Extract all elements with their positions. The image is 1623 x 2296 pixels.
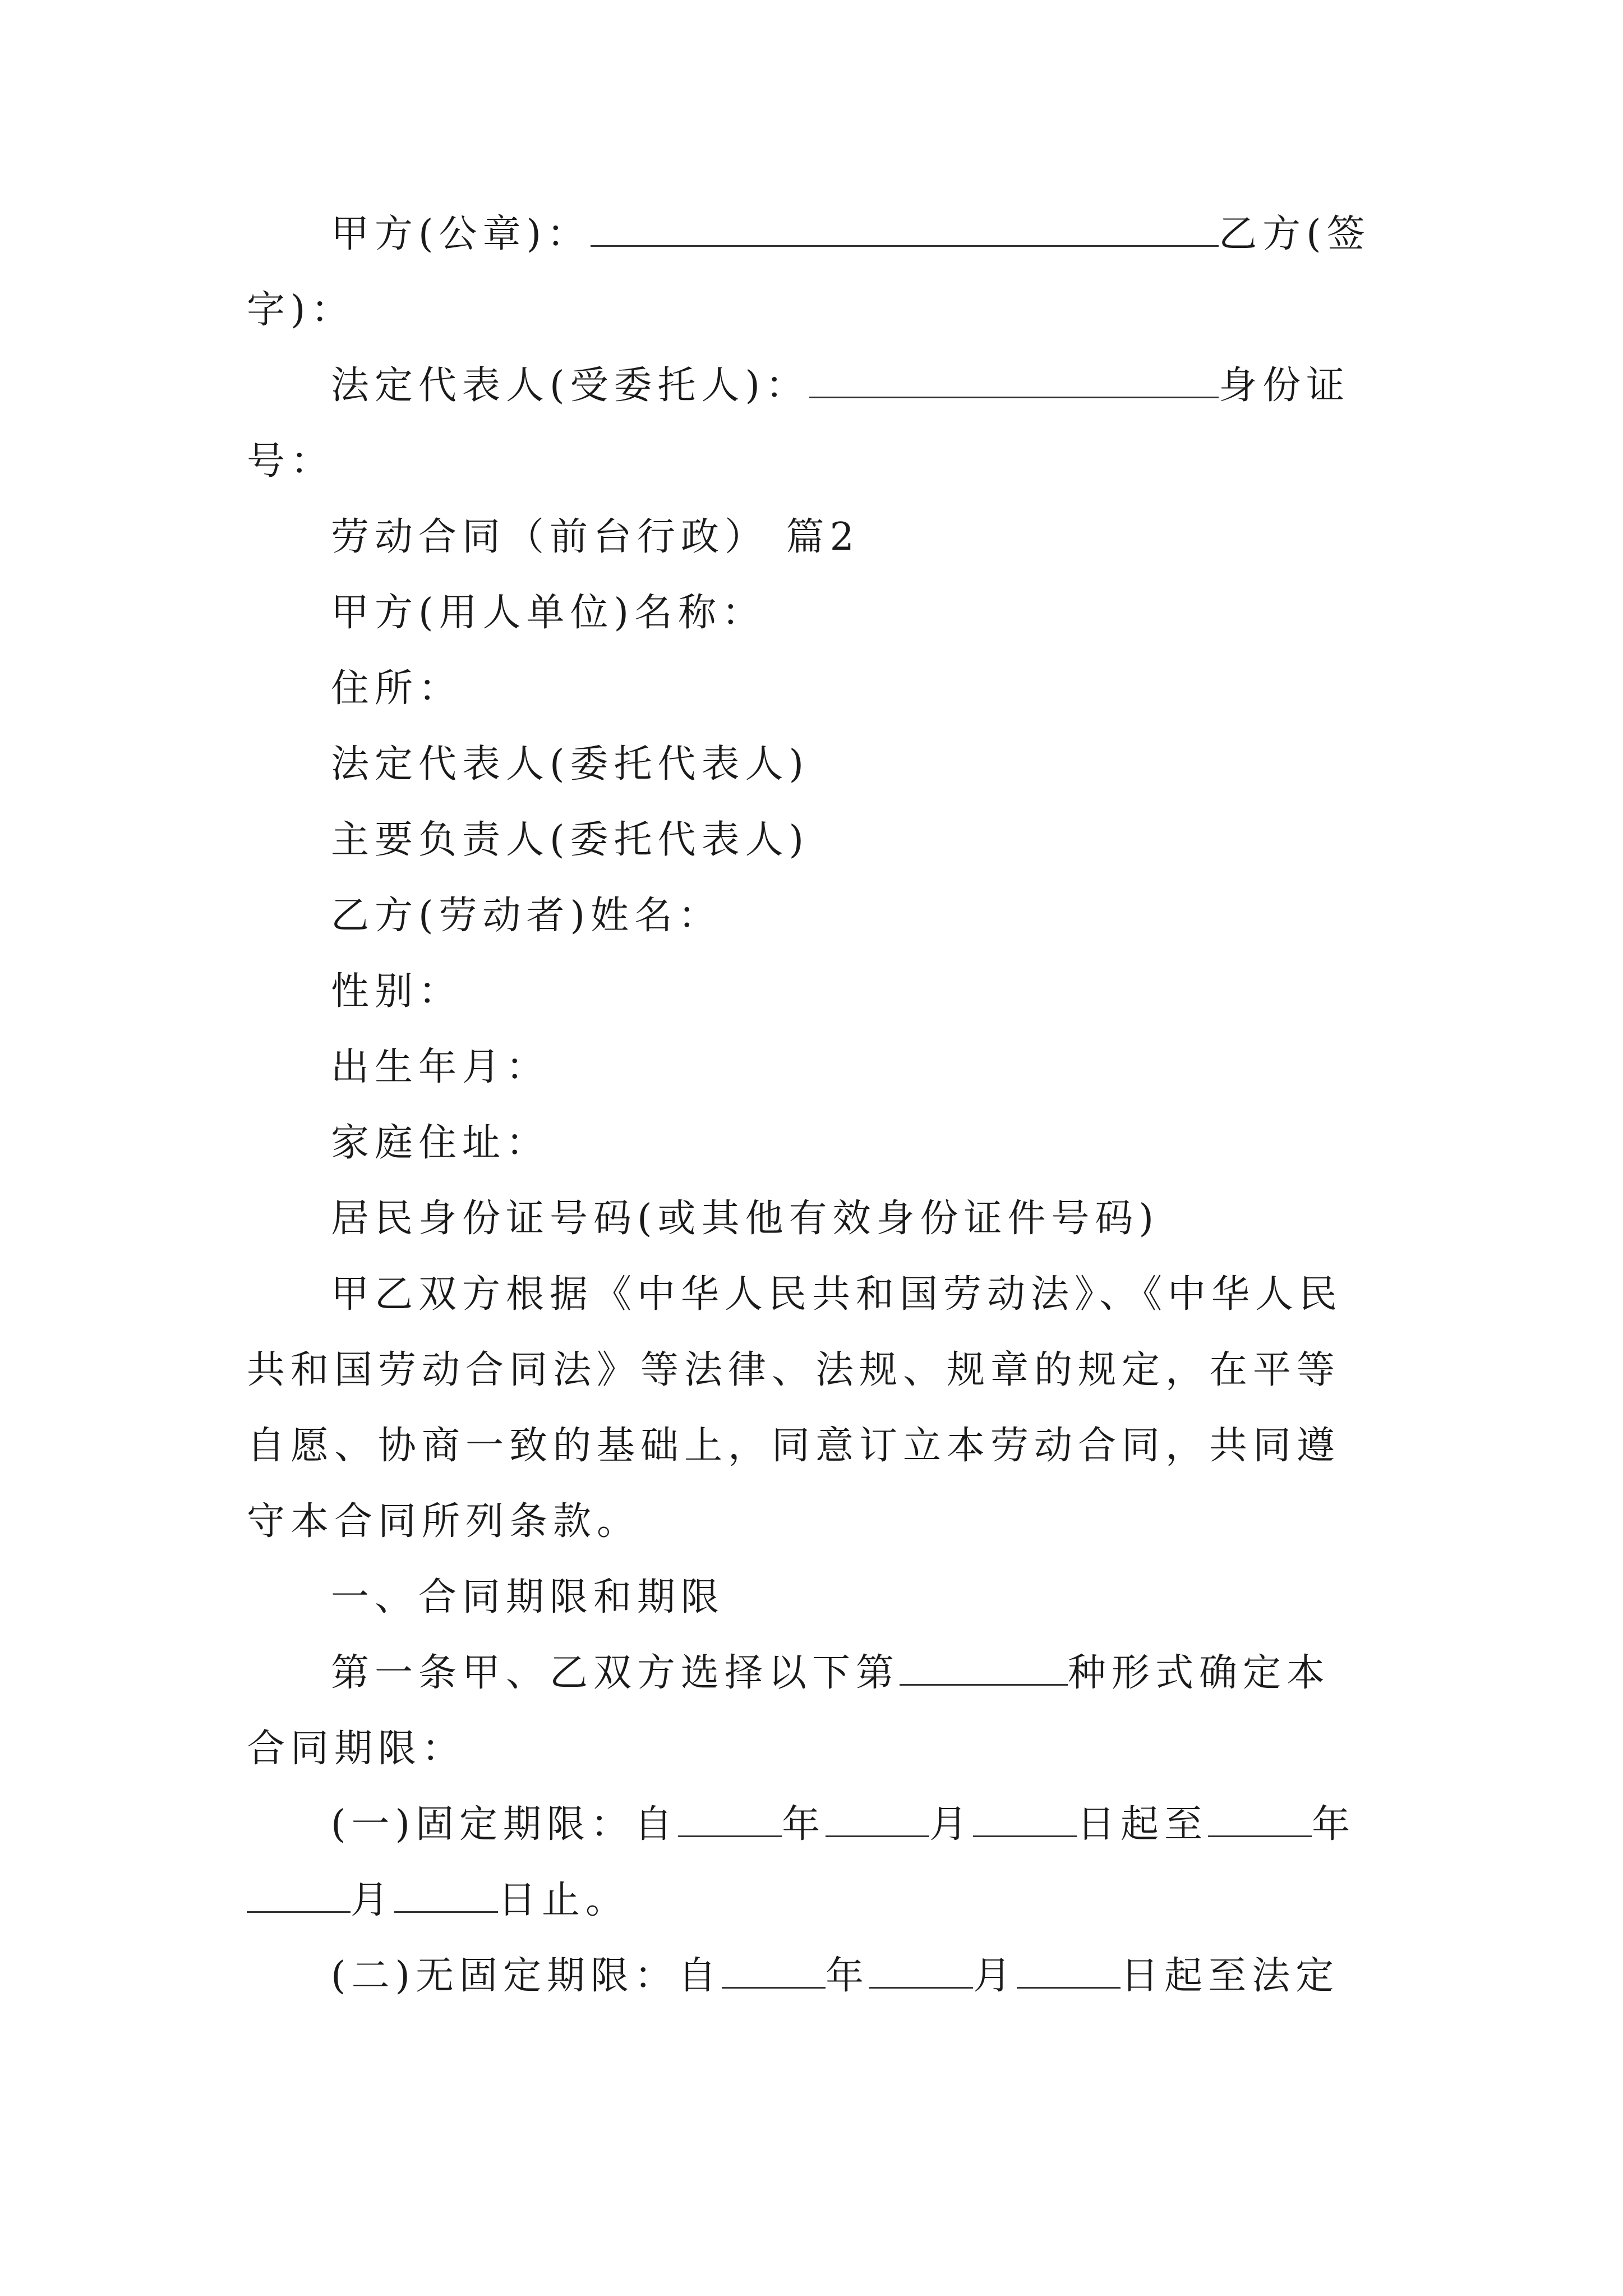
id-label: 身份证 (1219, 364, 1350, 408)
day-end-label: 日止。 (498, 1878, 630, 1922)
field-birth: 出生年月： (331, 1045, 550, 1089)
signature-rep-line (247, 348, 1374, 499)
year-label: 年 (782, 1802, 826, 1847)
open-start-year-blank[interactable] (722, 1948, 826, 1989)
open-start-day-blank[interactable] (1017, 1948, 1121, 1989)
open-day-from-label: 日起至法定 (1121, 1954, 1340, 1998)
open-start-month-blank[interactable] (869, 1948, 973, 1989)
end-year-blank[interactable] (1208, 1796, 1312, 1837)
month-label-2: 月 (351, 1878, 395, 1922)
field-legal-rep: 法定代表人(委托代表人) (331, 742, 810, 786)
article-one-text-end: 种形式确定本合同期限： (247, 1651, 1331, 1771)
start-day-blank[interactable] (973, 1796, 1077, 1837)
field-address: 住所： (331, 666, 463, 711)
article-one-text: 第一条甲、乙双方选择以下第 (331, 1651, 900, 1695)
party-b-sign-label-end: 字)： (247, 288, 355, 332)
id-label-end: 号： (247, 439, 335, 484)
rep-blank[interactable] (809, 357, 1219, 398)
month-label: 月 (929, 1802, 974, 1847)
option-open-term (247, 1938, 1374, 2014)
option-fixed-term (247, 1787, 1374, 1938)
document-body (247, 196, 1374, 2014)
field-employer-name: 甲方(用人单位)名称： (331, 591, 766, 635)
party-a-seal-blank[interactable] (591, 206, 1219, 247)
contract-title: 劳动合同（前台行政） 篇2 (331, 515, 860, 559)
party-b-sign-label: 乙方(签 (1219, 212, 1371, 256)
open-year-label: 年 (826, 1954, 870, 1998)
day-from-label: 日起至 (1077, 1802, 1209, 1847)
article-one (247, 1635, 1374, 1787)
end-day-blank[interactable] (394, 1872, 498, 1913)
rep-label: 法定代表人(受委托人)： (331, 364, 810, 408)
form-choice-blank[interactable] (900, 1645, 1068, 1686)
preamble-paragraph: 甲乙双方根据《中华人民共和国劳动法》、《中华人民共和国劳动合同法》等法律、法规、规章的规定，在平等自愿、协商一致的基础上，同意订立本劳动合同，共同遵守本合同所列条款。 (247, 1272, 1343, 1544)
year-label-2: 年 (1312, 1802, 1356, 1847)
field-id-number: 居民身份证号码(或其他有效身份证件号码) (331, 1197, 1160, 1241)
field-gender: 性别： (331, 969, 463, 1014)
section-one-heading: 一、合同期限和期限 (331, 1575, 725, 1619)
start-year-blank[interactable] (678, 1796, 782, 1837)
party-a-seal-label: 甲方(公章)： (331, 212, 591, 256)
field-principal: 主要负责人(委托代表人) (331, 818, 810, 862)
option-open-prefix: (二)无固定期限：自 (331, 1954, 722, 1998)
open-month-label: 月 (973, 1954, 1017, 1998)
option-fixed-prefix: (一)固定期限：自 (331, 1802, 679, 1847)
field-home-address: 家庭住址： (331, 1121, 550, 1165)
field-employee-name: 乙方(劳动者)姓名： (331, 894, 722, 938)
end-month-blank[interactable] (247, 1872, 351, 1913)
start-month-blank[interactable] (826, 1796, 929, 1837)
signature-parties-line (247, 196, 1374, 348)
